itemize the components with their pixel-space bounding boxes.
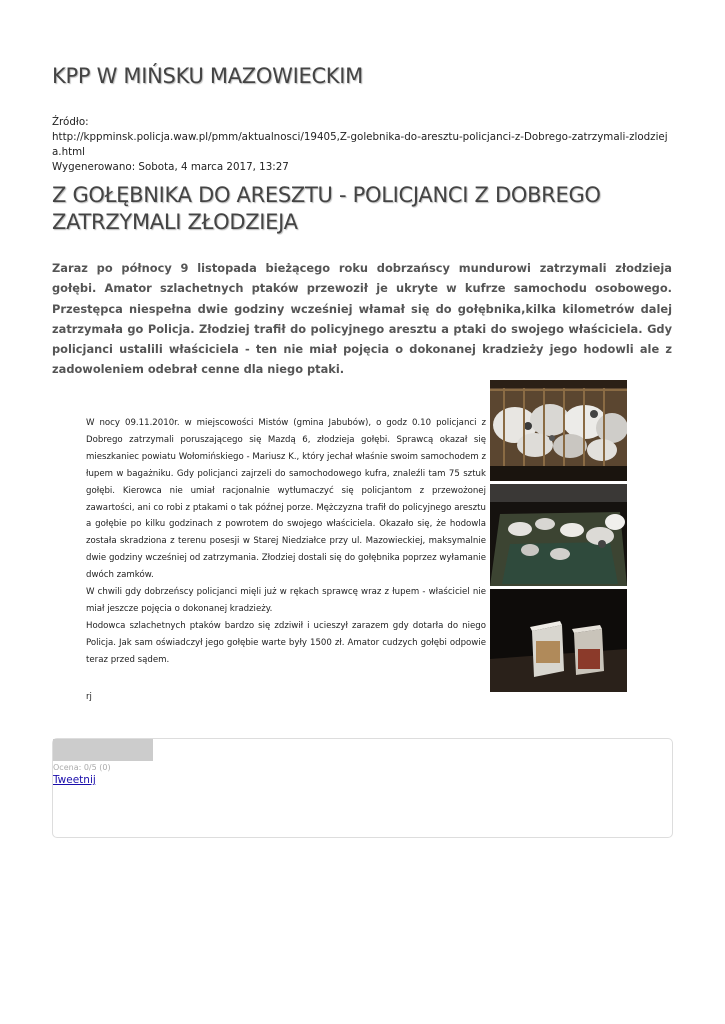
article-paragraph: Hodowca szlachetnych ptaków bardzo się zdziwił i ucieszył zarazem gdy dotarła do niego Policja. Jak sam oświadczył jego gołębie warte były 1500 zł. Amator cudzych gołębi odpowie teraz przed sądem. xyxy=(86,620,486,665)
source-label: Źródło: xyxy=(52,116,89,128)
article-paragraph: W nocy 09.11.2010r. w miejscowości Mistów (gmina Jabubów), o godz 0.10 policjanci z Dobrego zatrzymali poruszającego się Mazdą 6, złodzieja gołębi. Sprawcą okazał się mieszkaniec powiatu Wołomińskiego - Mariusz K., który jechał właśnie swoim samochodem z łupem w bagażniku. Gdy policjanci zajrzeli do samochodowego kufra, znaleźli tam 75 sztuk gołębi. Kierowca nie umiał racjonalnie wytłumaczyć się policjantom z przewożonej zawartości, ani co robi z ptakami o tak późnej porze. Mężczyzna trafił do policyjnego aresztu a gołębie po kilku godzinach z powrotem do swojego właściciela. Okazało się, że hodowla została skradziona z terenu posesji w Starej Niedziałce przy ul. Mazowieckiej, maksymalnie dwie godziny wcześniej od zatrzymania. Złodziej dostali się do gołębnika poprzez wyłamanie dwóch zamków. xyxy=(86,418,486,581)
photo-pigeons-in-cage xyxy=(490,380,627,481)
rating-stars[interactable] xyxy=(53,739,153,761)
tweet-link[interactable]: Tweetnij xyxy=(53,774,96,786)
photo-pigeons-in-trunk xyxy=(490,484,627,586)
photo-pigeon-boxes xyxy=(490,589,627,692)
rating-label: Ocena: 0/5 (0) xyxy=(53,763,111,772)
article-body xyxy=(86,415,486,669)
article-paragraph: W chwili gdy dobrzeńscy policjanci mięli już w rękach sprawcę wraz z łupem - właściciel nie miał jeszcze pojęcia o dokonanej kradzieży. xyxy=(86,587,486,614)
article-signature: rj xyxy=(86,692,92,702)
social-box xyxy=(52,738,673,838)
article-title: Z GOŁĘBNIKA DO ARESZTU - POLICJANCI Z DOBREGO ZATRZYMALI ZŁODZIEJA xyxy=(52,183,601,234)
site-title: KPP W MIŃSKU MAZOWIECKIM xyxy=(52,64,363,88)
generated-date: Wygenerowano: Sobota, 4 marca 2017, 13:27 xyxy=(52,161,289,173)
source-url[interactable]: http://kppminsk.policja.waw.pl/pmm/aktualnosci/19405,Z-golebnika-do-aresztu-policjanci-z-Dobrego-zatrzymali-zlodzieja.html xyxy=(52,131,668,158)
article-lead: Zaraz po północy 9 listopada bieżącego roku dobrzańscy mundurowi zatrzymali złodzieja gołębi. Amator szlachetnych ptaków przewoził je ukryte w kufrze samochodu osobowego. Przestępca niespełna dwie godziny wcześniej włamał się do gołębnika,kilka kilometrów dalej zatrzymała go Policja. Złodziej trafił do policyjnego aresztu a ptaki do swojego właściciela. Gdy policjanci ustalili właściciela - ten nie miał pojęcia o dokonanej kradzieży jego hodowli ale z zadowoleniem odebrał cenne dla niego ptaki. xyxy=(52,261,672,377)
source-meta xyxy=(52,115,677,175)
